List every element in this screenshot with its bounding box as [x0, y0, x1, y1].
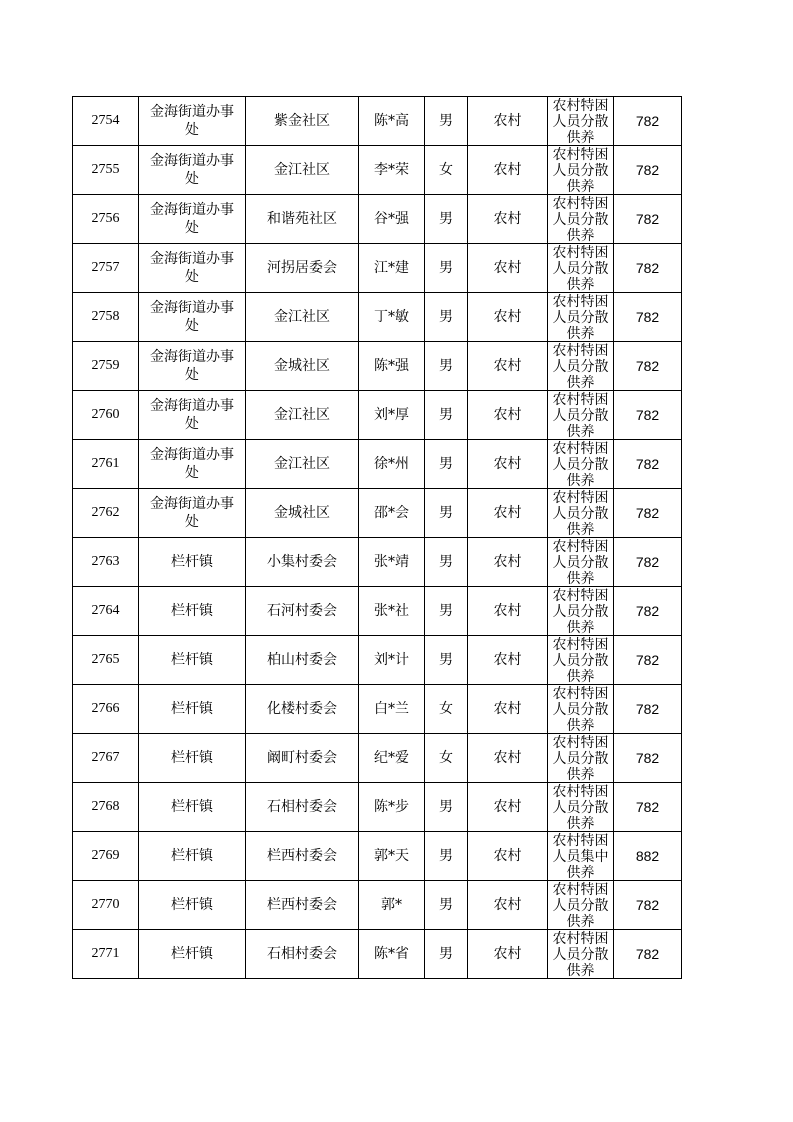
cell-person-name: 谷*强 — [359, 195, 425, 244]
cell-support-category — [548, 440, 614, 489]
cell-amount: 782 — [614, 930, 682, 979]
cell-serial-number: 2764 — [73, 587, 139, 636]
cell-gender: 男 — [425, 391, 468, 440]
cell-support-category — [548, 783, 614, 832]
table-row — [73, 440, 682, 489]
cell-household-type: 农村 — [468, 440, 548, 489]
cell-support-category — [548, 734, 614, 783]
cell-support-category — [548, 146, 614, 195]
cell-town — [139, 391, 246, 440]
cell-gender: 女 — [425, 685, 468, 734]
cell-gender: 男 — [425, 195, 468, 244]
table-row — [73, 783, 682, 832]
cell-gender: 男 — [425, 636, 468, 685]
cell-amount: 782 — [614, 734, 682, 783]
cell-household-type: 农村 — [468, 342, 548, 391]
cell-village: 柏山村委会 — [246, 636, 359, 685]
cell-serial-number: 2755 — [73, 146, 139, 195]
cell-support-category-text: 农村特困人员分散供养 — [552, 440, 609, 488]
cell-serial-number: 2770 — [73, 881, 139, 930]
cell-village: 和谐苑社区 — [246, 195, 359, 244]
cell-person-name: 张*靖 — [359, 538, 425, 587]
cell-town-text: 金海街道办事处 — [150, 251, 234, 285]
cell-household-type: 农村 — [468, 146, 548, 195]
table-row — [73, 342, 682, 391]
table-row — [73, 391, 682, 440]
welfare-recipient-table — [72, 96, 682, 979]
cell-town — [139, 930, 246, 979]
cell-support-category-text: 农村特困人员分散供养 — [552, 685, 609, 733]
cell-household-type: 农村 — [468, 293, 548, 342]
cell-amount: 782 — [614, 342, 682, 391]
cell-serial-number: 2757 — [73, 244, 139, 293]
table-body — [73, 97, 682, 979]
cell-support-category — [548, 342, 614, 391]
cell-village: 金江社区 — [246, 146, 359, 195]
cell-support-category-text: 农村特困人员集中供养 — [552, 832, 609, 880]
cell-gender: 男 — [425, 440, 468, 489]
cell-amount: 782 — [614, 881, 682, 930]
cell-person-name: 陈*强 — [359, 342, 425, 391]
cell-amount: 782 — [614, 636, 682, 685]
cell-support-category — [548, 832, 614, 881]
table-row — [73, 97, 682, 146]
cell-household-type: 农村 — [468, 97, 548, 146]
cell-town — [139, 636, 246, 685]
cell-support-category-text: 农村特困人员分散供养 — [552, 881, 609, 929]
cell-household-type: 农村 — [468, 489, 548, 538]
cell-amount: 782 — [614, 244, 682, 293]
cell-town-text: 栏杆镇 — [171, 799, 213, 815]
cell-support-category-text: 农村特困人员分散供养 — [552, 783, 609, 831]
cell-town — [139, 832, 246, 881]
cell-village: 河拐居委会 — [246, 244, 359, 293]
table-row — [73, 244, 682, 293]
cell-town-text: 金海街道办事处 — [150, 398, 234, 432]
cell-person-name: 郭* — [359, 881, 425, 930]
cell-village: 金城社区 — [246, 489, 359, 538]
cell-town — [139, 685, 246, 734]
cell-village: 阚町村委会 — [246, 734, 359, 783]
cell-support-category — [548, 685, 614, 734]
cell-support-category-text: 农村特困人员分散供养 — [552, 244, 609, 292]
cell-person-name: 陈*步 — [359, 783, 425, 832]
cell-support-category — [548, 636, 614, 685]
cell-household-type: 农村 — [468, 636, 548, 685]
cell-town — [139, 440, 246, 489]
cell-household-type: 农村 — [468, 391, 548, 440]
cell-person-name: 李*荣 — [359, 146, 425, 195]
cell-household-type: 农村 — [468, 930, 548, 979]
cell-serial-number: 2761 — [73, 440, 139, 489]
cell-serial-number: 2766 — [73, 685, 139, 734]
cell-support-category — [548, 538, 614, 587]
cell-town — [139, 342, 246, 391]
cell-serial-number: 2763 — [73, 538, 139, 587]
cell-person-name: 江*建 — [359, 244, 425, 293]
cell-support-category-text: 农村特困人员分散供养 — [552, 636, 609, 684]
cell-village: 金江社区 — [246, 440, 359, 489]
table-row — [73, 881, 682, 930]
cell-town-text: 栏杆镇 — [171, 848, 213, 864]
cell-serial-number: 2769 — [73, 832, 139, 881]
cell-support-category-text: 农村特困人员分散供养 — [552, 587, 609, 635]
cell-support-category-text: 农村特困人员分散供养 — [552, 391, 609, 439]
cell-person-name: 徐*州 — [359, 440, 425, 489]
cell-gender: 男 — [425, 489, 468, 538]
cell-village: 栏西村委会 — [246, 881, 359, 930]
table-row — [73, 685, 682, 734]
cell-serial-number: 2768 — [73, 783, 139, 832]
cell-village: 石河村委会 — [246, 587, 359, 636]
cell-gender: 男 — [425, 293, 468, 342]
cell-household-type: 农村 — [468, 881, 548, 930]
cell-amount: 882 — [614, 832, 682, 881]
cell-town-text: 金海街道办事处 — [150, 349, 234, 383]
cell-town-text: 金海街道办事处 — [150, 202, 234, 236]
cell-support-category — [548, 587, 614, 636]
cell-household-type: 农村 — [468, 587, 548, 636]
cell-town — [139, 587, 246, 636]
cell-serial-number: 2762 — [73, 489, 139, 538]
cell-serial-number: 2765 — [73, 636, 139, 685]
cell-amount: 782 — [614, 97, 682, 146]
cell-town-text: 金海街道办事处 — [150, 447, 234, 481]
cell-amount: 782 — [614, 293, 682, 342]
cell-person-name: 丁*敏 — [359, 293, 425, 342]
cell-gender: 男 — [425, 587, 468, 636]
cell-town-text: 金海街道办事处 — [150, 153, 234, 187]
cell-person-name: 陈*高 — [359, 97, 425, 146]
cell-household-type: 农村 — [468, 832, 548, 881]
cell-amount: 782 — [614, 195, 682, 244]
table-row — [73, 734, 682, 783]
cell-town — [139, 881, 246, 930]
cell-household-type: 农村 — [468, 685, 548, 734]
cell-serial-number: 2767 — [73, 734, 139, 783]
cell-household-type: 农村 — [468, 783, 548, 832]
cell-support-category — [548, 195, 614, 244]
cell-support-category — [548, 881, 614, 930]
cell-support-category — [548, 293, 614, 342]
cell-person-name: 陈*省 — [359, 930, 425, 979]
cell-town-text: 栏杆镇 — [171, 897, 213, 913]
cell-town-text: 金海街道办事处 — [150, 104, 234, 138]
cell-gender: 男 — [425, 538, 468, 587]
cell-support-category — [548, 930, 614, 979]
cell-person-name: 纪*爱 — [359, 734, 425, 783]
cell-support-category — [548, 489, 614, 538]
cell-amount: 782 — [614, 146, 682, 195]
cell-town-text: 栏杆镇 — [171, 652, 213, 668]
cell-person-name: 邵*会 — [359, 489, 425, 538]
cell-gender: 男 — [425, 97, 468, 146]
cell-town — [139, 195, 246, 244]
cell-serial-number: 2754 — [73, 97, 139, 146]
table-row — [73, 832, 682, 881]
cell-support-category-text: 农村特困人员分散供养 — [552, 734, 609, 782]
cell-household-type: 农村 — [468, 195, 548, 244]
cell-village: 金江社区 — [246, 293, 359, 342]
cell-serial-number: 2771 — [73, 930, 139, 979]
cell-person-name: 张*社 — [359, 587, 425, 636]
cell-town — [139, 734, 246, 783]
cell-village: 金城社区 — [246, 342, 359, 391]
cell-village: 小集村委会 — [246, 538, 359, 587]
cell-serial-number: 2759 — [73, 342, 139, 391]
cell-support-category — [548, 97, 614, 146]
table-row — [73, 538, 682, 587]
cell-amount: 782 — [614, 538, 682, 587]
cell-gender: 男 — [425, 342, 468, 391]
cell-person-name: 刘*计 — [359, 636, 425, 685]
cell-support-category-text: 农村特困人员分散供养 — [552, 930, 609, 978]
cell-town-text: 栏杆镇 — [171, 750, 213, 766]
cell-gender: 女 — [425, 734, 468, 783]
cell-household-type: 农村 — [468, 244, 548, 293]
cell-support-category — [548, 391, 614, 440]
cell-town-text: 栏杆镇 — [171, 946, 213, 962]
cell-person-name: 郭*天 — [359, 832, 425, 881]
cell-village: 化楼村委会 — [246, 685, 359, 734]
cell-person-name: 白*兰 — [359, 685, 425, 734]
cell-village: 石相村委会 — [246, 930, 359, 979]
table-row — [73, 146, 682, 195]
cell-gender: 男 — [425, 244, 468, 293]
cell-support-category-text: 农村特困人员分散供养 — [552, 146, 609, 194]
table-row — [73, 195, 682, 244]
cell-town-text: 金海街道办事处 — [150, 496, 234, 530]
cell-amount: 782 — [614, 440, 682, 489]
cell-support-category-text: 农村特困人员分散供养 — [552, 195, 609, 243]
table-row — [73, 930, 682, 979]
table-row — [73, 489, 682, 538]
cell-town-text: 栏杆镇 — [171, 554, 213, 570]
cell-amount: 782 — [614, 783, 682, 832]
cell-town — [139, 293, 246, 342]
cell-town-text: 栏杆镇 — [171, 701, 213, 717]
cell-village: 金江社区 — [246, 391, 359, 440]
cell-serial-number: 2760 — [73, 391, 139, 440]
cell-household-type: 农村 — [468, 734, 548, 783]
cell-village: 石相村委会 — [246, 783, 359, 832]
cell-town-text: 金海街道办事处 — [150, 300, 234, 334]
cell-household-type: 农村 — [468, 538, 548, 587]
cell-town-text: 栏杆镇 — [171, 603, 213, 619]
cell-gender: 女 — [425, 146, 468, 195]
cell-amount: 782 — [614, 391, 682, 440]
cell-town — [139, 97, 246, 146]
cell-town — [139, 783, 246, 832]
cell-amount: 782 — [614, 587, 682, 636]
cell-serial-number: 2756 — [73, 195, 139, 244]
cell-support-category-text: 农村特困人员分散供养 — [552, 538, 609, 586]
cell-support-category-text: 农村特困人员分散供养 — [552, 342, 609, 390]
cell-town — [139, 538, 246, 587]
cell-gender: 男 — [425, 930, 468, 979]
cell-support-category — [548, 244, 614, 293]
cell-amount: 782 — [614, 489, 682, 538]
cell-village: 栏西村委会 — [246, 832, 359, 881]
cell-town — [139, 489, 246, 538]
cell-support-category-text: 农村特困人员分散供养 — [552, 489, 609, 537]
cell-town — [139, 146, 246, 195]
table-row — [73, 587, 682, 636]
cell-support-category-text: 农村特困人员分散供养 — [552, 293, 609, 341]
cell-gender: 男 — [425, 783, 468, 832]
table-row — [73, 636, 682, 685]
cell-support-category-text: 农村特困人员分散供养 — [552, 97, 609, 145]
table-row — [73, 293, 682, 342]
cell-village: 紫金社区 — [246, 97, 359, 146]
cell-amount: 782 — [614, 685, 682, 734]
cell-town — [139, 244, 246, 293]
cell-gender: 男 — [425, 832, 468, 881]
cell-gender: 男 — [425, 881, 468, 930]
cell-serial-number: 2758 — [73, 293, 139, 342]
cell-person-name: 刘*厚 — [359, 391, 425, 440]
